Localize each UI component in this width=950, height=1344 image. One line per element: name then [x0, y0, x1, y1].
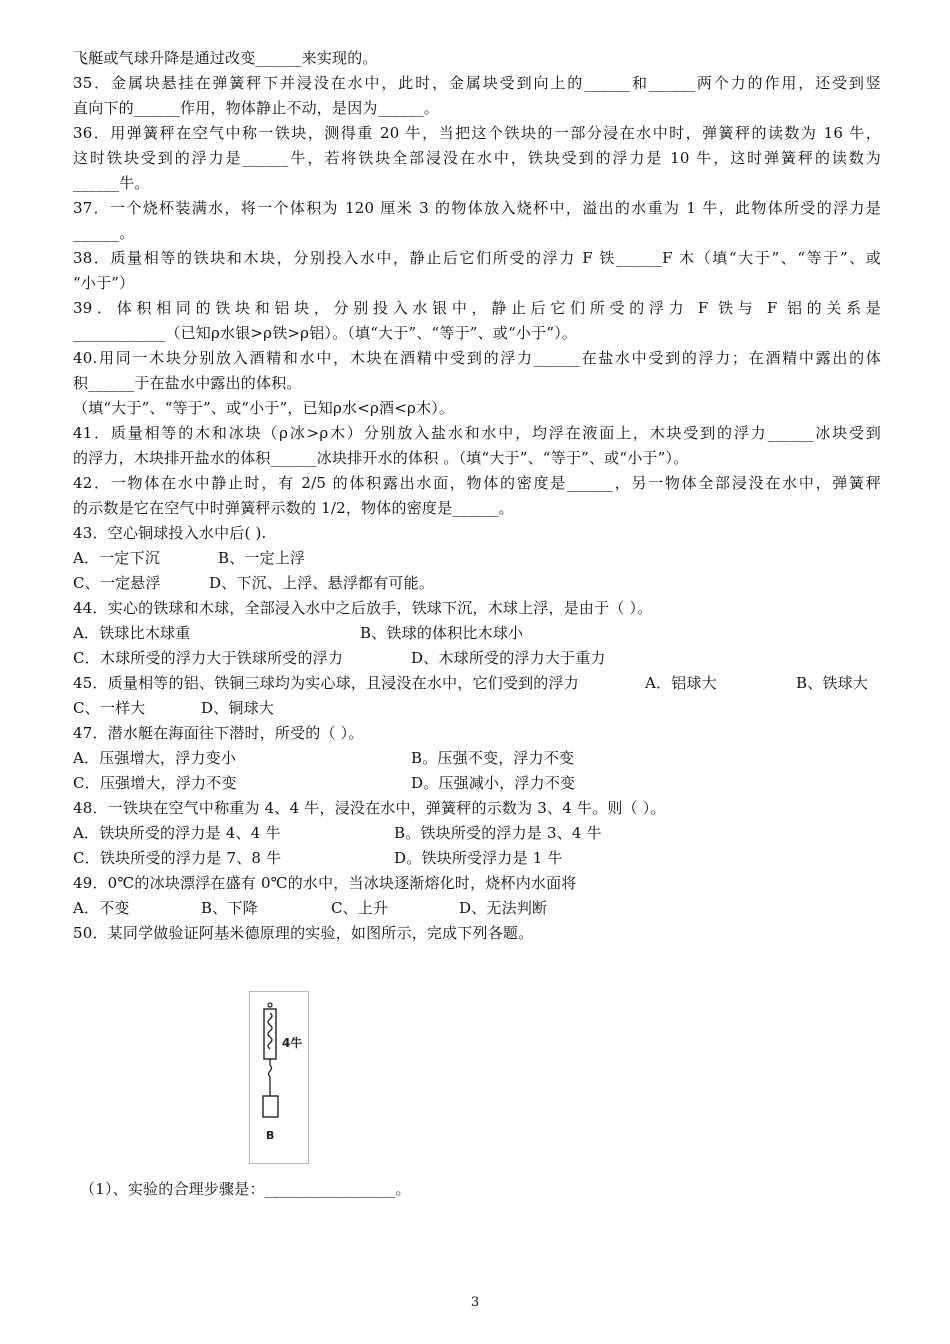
q41-line-1: 41．质量相等的木和冰块（ρ冰>ρ木）分别放入盐水和水中，均浮在液面上，木块受到的浮力______冰块受到	[73, 424, 881, 442]
q45-options-row-2	[73, 696, 881, 720]
q47-option-a: A．压强增大，浮力变小	[73, 749, 237, 767]
q44-option-a: A．铁球比木球重	[73, 624, 191, 642]
q48-option-b: B。铁块所受的浮力是 3、4 牛	[394, 824, 602, 842]
q34-tail-line: 飞艇或气球升降是通过改变______来实现的。	[73, 49, 378, 67]
q40-line-1: 40.用同一木块分别放入酒精和水中，木块在酒精中受到的浮力______在盐水中受到的浮力；在酒精中露出的体	[73, 349, 881, 367]
q47-option-d: D。压强减小，浮力不变	[411, 774, 576, 792]
spring-balance-drawing	[250, 992, 308, 1163]
reading-label: 4牛	[282, 1036, 303, 1050]
q44-option-c: C．木球所受的浮力大于铁球所受的浮力	[73, 649, 344, 667]
q49-option-d: D、无法判断	[459, 899, 548, 917]
q41-line-2: 的浮力，木块排开盐水的体积______冰块排开水的体积 。（填“大于”、“等于”、或“小于”）。	[73, 449, 689, 467]
q44-option-b: B、铁球的体积比木球小	[360, 624, 524, 642]
q48-stem: 48．一铁块在空气中称重为 4、4 牛，浸没在水中，弹簧秤的示数为 3、4 牛。则（ ）。	[73, 799, 666, 817]
q43-option-c: C、一定悬浮	[73, 574, 161, 592]
q45-stem-row	[73, 671, 881, 695]
q36-line-2: 这时铁块受到的浮力是______牛，若将铁块全部浸没在水中，铁块受到的浮力是 10 牛，这时弹簧秤的读数为	[73, 149, 881, 167]
q37-line-1: 37．一个烧杯装满水，将一个体积为 120 厘米 3 的物体放入烧杯中，溢出的水重为 1 牛，此物体所受的浮力是	[73, 199, 881, 217]
q39-line-1: 39．体积相同的铁块和铝块，分别投入水银中，静止后它们所受的浮力 F 铁与 F 铝的关系是	[73, 299, 881, 317]
q47-option-b: B。压强不变，浮力不变	[411, 749, 575, 767]
q35-line-2: 直向下的______作用，物体静止不动，是因为______。	[73, 99, 440, 117]
q49-options-row	[73, 896, 881, 920]
q39-line-2: ____________（已知ρ水银>ρ铁>ρ铝）。（填“大于”、“等于”、或“小于”）。	[73, 324, 578, 342]
hook-ring	[268, 1003, 272, 1007]
q43-options-row-1	[73, 546, 881, 570]
q47-stem: 47．潜水艇在海面往下潜时，所受的（ ）。	[73, 724, 364, 742]
q44-stem: 44．实心的铁球和木球，全部浸入水中之后放手，铁球下沉，木球上浮，是由于（ ）。	[73, 599, 653, 617]
q36-line-3: ______牛。	[73, 174, 150, 192]
q49-option-b: B、下降	[201, 899, 258, 917]
q45-option-c: C、一样大	[73, 699, 146, 717]
q42-line-1: 42．一物体在水中静止时，有 2/5 的体积露出水面，物体的密度是______，另一物体全部浸没在水中，弹簧秤	[73, 474, 881, 492]
q48-options-row-2	[73, 846, 881, 870]
q43-option-b: B、一定上浮	[218, 549, 306, 567]
q40-line-2: 积______于在盐水中露出的体积。	[73, 374, 302, 392]
q47-options-row-1	[73, 746, 881, 770]
q48-options-row-1	[73, 821, 881, 845]
hanging-string	[269, 1059, 272, 1096]
q43-options-row-2	[73, 571, 881, 595]
object-block-b	[263, 1096, 278, 1117]
q43-option-d: D、下沉、上浮、悬浮都有可能。	[209, 574, 435, 592]
q49-option-a: A．不变	[73, 899, 130, 917]
q47-options-row-2	[73, 771, 881, 795]
q47-option-c: C．压强增大，浮力不变	[73, 774, 237, 792]
q50-stem: 50．某同学做验证阿基米德原理的实验，如图所示，完成下列各题。	[73, 924, 534, 942]
q36-line-1: 36．用弹簧秤在空气中称一铁块，测得重 20 牛，当把这个铁块的一部分浸在水中时，弹簧秤的读数为 16 牛，	[73, 124, 881, 142]
spring-balance-figure	[249, 991, 309, 1164]
page-number: 3	[470, 1295, 480, 1310]
q35-line-1: 35．金属块悬挂在弹簧秤下并浸没在水中，此时，金属块受到向上的______和______两个力的作用，还受到竖	[73, 74, 881, 92]
q38-line-2: “小于”）	[73, 274, 135, 292]
q44-options-row-1	[73, 621, 881, 645]
q38-line-1: 38．质量相等的铁块和木块，分别投入水中，静止后它们所受的浮力 F 铁______F 木（填“大于”、“等于”、或	[73, 249, 881, 267]
q43-option-a: A．一定下沉	[73, 549, 161, 567]
q40-line-3: （填“大于”、“等于”、或“小于”，已知ρ水<ρ酒<ρ木）。	[73, 399, 455, 417]
q44-options-row-2	[73, 646, 881, 670]
q48-option-c: C．铁块所受的浮力是 7、8 牛	[73, 849, 282, 867]
q50-sub1: （1）、实验的合理步骤是：_________________。	[80, 1180, 411, 1198]
q45-option-d: D、铜球大	[201, 699, 275, 717]
q45-stem: 45．质量相等的铝、铁铜三球均为实心球，且浸没在水中，它们受到的浮力	[73, 674, 579, 692]
q45-option-b: B、铁球大	[796, 674, 869, 692]
block-label: B	[266, 1129, 275, 1142]
balance-casing	[264, 1009, 276, 1059]
q44-option-d: D、木球所受的浮力大于重力	[411, 649, 606, 667]
q45-option-a: A．铝球大	[645, 674, 717, 692]
q42-line-2: 的示数是它在空气中时弹簧秤示数的 1/2，物体的密度是______。	[73, 499, 514, 517]
q49-stem: 49．0℃的冰块漂浮在盛有 0℃的水中，当冰块逐渐熔化时，烧杯内水面将	[73, 874, 577, 892]
q49-option-c: C、上升	[331, 899, 389, 917]
q43-stem: 43．空心铜球投入水中后( ).	[73, 524, 267, 542]
q48-option-a: A．铁块所受的浮力是 4、4 牛	[73, 824, 281, 842]
spring-coil	[268, 1013, 272, 1049]
q37-line-2: ______。	[73, 224, 135, 242]
q48-option-d: D。铁块所受浮力是 1 牛	[394, 849, 563, 867]
